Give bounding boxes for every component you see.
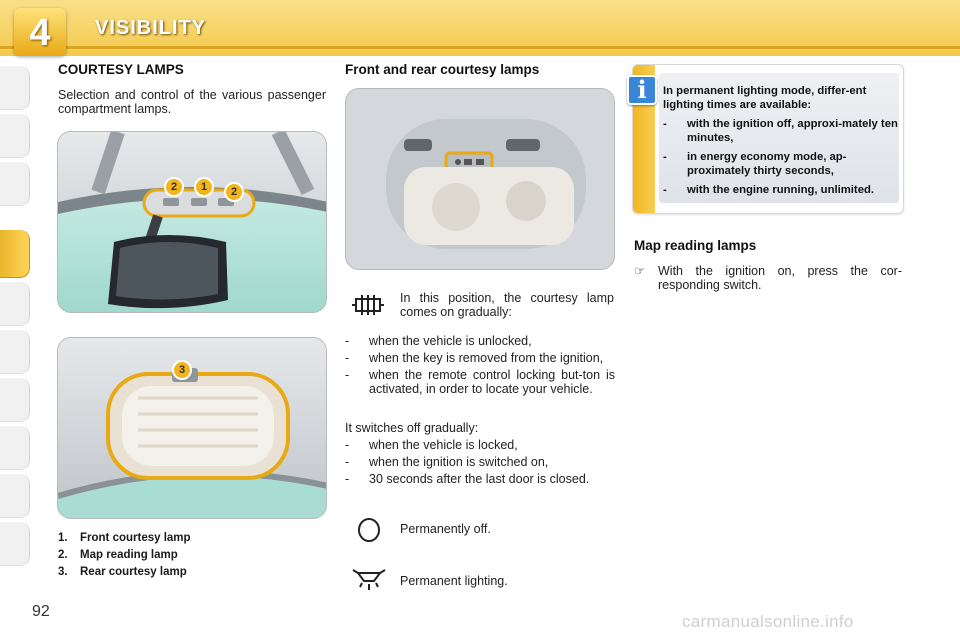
info-intro: In permanent lighting mode, differ-ent lighting times are available: [663,85,867,111]
legend-row [58,564,191,581]
rail-tab[interactable] [0,66,30,110]
list-item-text: when the ignition is switched on, [369,455,549,469]
chapter-tab [14,8,66,56]
legend-label: Front courtesy lamp [80,532,191,544]
rear-lamp-photo [57,337,327,519]
info-item: - in energy economy mode, ap-proximately thirty seconds, [663,151,847,177]
list-item-text: when the remote control locking but-ton is activated, in order to locate your vehicle. [369,368,615,396]
rail-tab[interactable] [0,114,30,158]
list-item [634,264,902,292]
courtesy-intro: Selection and control of the various passenger compartment lamps. [58,88,326,116]
chapter-number: 4 [29,12,51,54]
rail-tab[interactable] [0,162,30,206]
permanently-off-text: Permanently off. [400,522,491,536]
callout-badge: 1 [194,177,214,197]
legend-label: Map reading lamp [80,549,178,561]
info-item: - with the engine running, unlimited. [663,184,875,196]
header-rule [0,46,960,49]
info-item-text: in energy economy mode, ap-proximately thirty seconds, [687,151,847,177]
map-reading-list [634,264,902,295]
on-conditions-list [345,334,615,399]
list-item-text: when the vehicle is unlocked, [369,334,532,348]
off-intro-text: It switches off gradually: [345,421,479,435]
callout-badge: 2 [164,177,184,197]
list-item-text: 30 seconds after the last door is closed. [369,472,590,486]
legend-label: Rear courtesy lamp [80,566,187,578]
courtesy-heading: COURTESY LAMPS [58,62,184,77]
lamp-off-icon [354,516,384,544]
legend-number: 1. [58,532,68,544]
info-item-text: with the ignition off, approxi-mately ten minutes, [687,118,898,144]
rail-tab[interactable] [0,522,30,566]
callout-badge: 2 [224,182,244,202]
list-item: - when the vehicle is locked, [345,438,518,452]
legend-number: 2. [58,549,68,561]
list-item: - when the key is removed from the ignition, [345,351,604,365]
list-item-text: when the key is removed from the ignition, [369,351,604,365]
door-lamp-icon [352,292,384,318]
legend-row [58,547,191,564]
pointing-hand-icon: ☞ [634,264,646,278]
lamp-on-icon [352,567,386,593]
list-item: - when the remote control locking but-ton is activated, in order to locate your vehicle. [345,368,615,396]
list-item: - 30 seconds after the last door is closed. [345,472,590,486]
info-item-text: with the engine running, unlimited. [687,184,875,196]
info-icon: i [627,75,657,105]
courtesy-lamp-closeup-photo [345,88,615,270]
front-lamp-photo [57,131,327,313]
list-item: - when the vehicle is unlocked, [345,334,532,348]
info-box [632,64,904,214]
list-item: - when the ignition is switched on, [345,455,549,469]
callout-badge: 3 [172,360,192,380]
info-item: - with the ignition off, approxi-mately ten minutes, [663,118,898,144]
page-number: 92 [32,603,50,620]
rail-tab[interactable] [0,378,30,422]
info-text [663,85,899,198]
chapter-tab-rail [0,66,30,574]
list-item-text: when the vehicle is locked, [369,438,518,452]
off-conditions-list [345,438,615,489]
rail-tab-active[interactable] [0,230,30,278]
lamp-legend [58,530,191,581]
front-lamp-illustration [58,132,327,313]
map-reading-heading: Map reading lamps [634,238,757,253]
rear-lamp-illustration [58,338,327,519]
courtesy-lamp-closeup-illustration [346,89,615,270]
watermark: carmanualsonline.info [682,612,854,631]
courtesy-position-text: In this position, the courtesy lamp comes on gradually: [400,291,614,319]
legend-number: 3. [58,566,68,578]
chapter-title: VISIBILITY [95,17,207,39]
list-item-text: With the ignition on, press the cor-responding switch. [658,264,902,292]
legend-row [58,530,191,547]
rail-tab[interactable] [0,426,30,470]
rail-tab[interactable] [0,282,30,326]
front-rear-heading: Front and rear courtesy lamps [345,62,540,77]
permanent-lighting-text: Permanent lighting. [400,574,508,588]
rail-tab[interactable] [0,330,30,374]
rail-tab[interactable] [0,474,30,518]
